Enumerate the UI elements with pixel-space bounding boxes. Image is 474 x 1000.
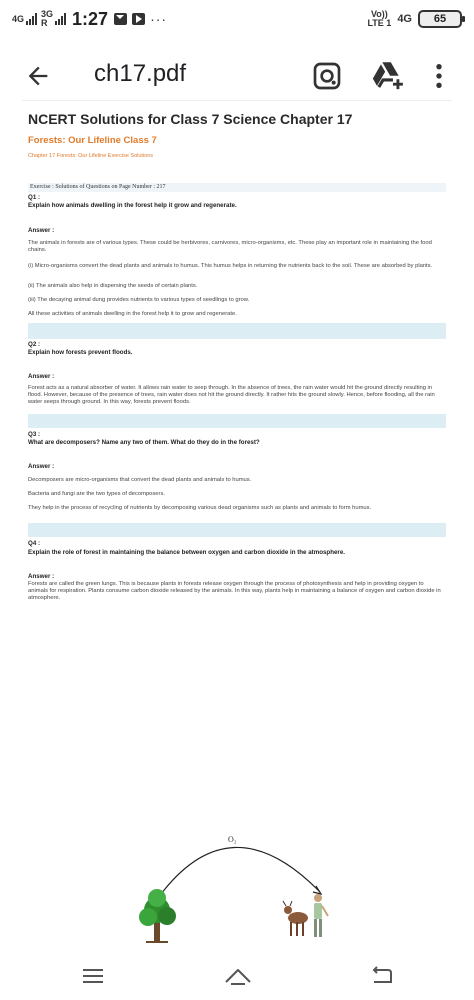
exercise-bar: Exercise : Solutions of Questions on Page Number : 217: [28, 183, 446, 192]
network-type-1: 4G: [12, 13, 25, 24]
back-arrow-icon[interactable]: [24, 62, 52, 90]
q4-para-1: Forests are called the green lungs. This is because plants in forests release oxygen through the process of photosynthesis and help in providing oxygen to animals for respiration. Plants consume carbon dioxide released by the animals. In this way, plants help in maintaining a balance of oxygen and carbon dioxide in atmosphere.: [28, 581, 441, 601]
q2-para-1: Forest acts as a natural absorber of water. It allows rain water to seep through. In the absence of trees, the rain water would hit the ground directly resulting in flood. However, because of the presence of trees, rain water does not hit the ground directly. It rather hits the ground slowly. Hence, before flooding, all the rain water seeps through ground. In this way, forests prevent floods.: [28, 385, 435, 405]
q2-answer-label: Answer :: [28, 373, 55, 380]
q1-para-3: (ii) The animals also help in dispersing the seeds of certain plants.: [28, 283, 198, 289]
q3-answer-label: Answer :: [28, 463, 55, 470]
q3-para-3: They help in the process of recycling of nutrients by decomposing various dead organisms such as plants and animals to form humus.: [28, 505, 372, 511]
clock: 1:27: [72, 8, 109, 29]
volte-indicator: [367, 10, 391, 28]
lte-label: LTE 1: [367, 18, 392, 28]
q4-question: Explain the role of forest in maintaining the balance between oxygen and carbon dioxide in the atmosphere.: [28, 549, 345, 556]
google-lens-icon[interactable]: [311, 60, 343, 92]
more-vert-icon[interactable]: [434, 62, 444, 90]
section-divider: [28, 323, 446, 339]
page-heading: NCERT Solutions for Class 7 Science Chapter 17: [28, 111, 353, 127]
roaming-indicator: R: [41, 18, 48, 28]
notification-mail-icon: [114, 13, 127, 25]
q1-question: Explain how animals dwelling in the forest help it grow and regenerate.: [28, 202, 237, 209]
section-divider: [28, 414, 446, 428]
pdf-page[interactable]: [22, 100, 452, 620]
notification-youtube-icon: [132, 13, 145, 25]
oxygen-cycle-illustration: [130, 820, 350, 950]
document-title: ch17.pdf: [94, 60, 187, 87]
back-icon[interactable]: [370, 964, 394, 986]
q3-question: What are decomposers? Name any two of them. What do they do in the forest?: [28, 439, 260, 446]
q1-para-1: The animals in forests are of various types. These could be herbivores, carnivores, micro-organisms, etc. These play an important role in maintaining the food chains.: [28, 240, 432, 253]
network-type-2: 3G: [41, 9, 54, 19]
q2-label: Q2 :: [28, 341, 41, 348]
system-nav-bar: [0, 958, 474, 1000]
breadcrumb: Chapter 17 Forests: Our Lifeline Exercise Solutions: [28, 153, 154, 159]
network-indicator-2: [41, 10, 53, 28]
q4-answer-label: Answer :: [28, 573, 55, 580]
signal-bars-1-icon: [26, 13, 37, 25]
app-bar: [0, 48, 474, 104]
page-subheading: Forests: Our Lifeline Class 7: [28, 135, 157, 146]
q1-para-2: (i) Micro-organisms convert the dead plants and animals to humus. This humus helps in returning the nutrients back to the soil. These are absorbed by plants.: [28, 263, 433, 269]
goat-icon: [283, 901, 308, 936]
oxygen-arrow: [158, 847, 320, 898]
q1-para-4: (iii) The decaying animal dung provides nutrients to various types of seedlings to grow.: [28, 297, 250, 303]
tree-icon: [139, 889, 176, 943]
q3-label: Q3 :: [28, 431, 41, 438]
q1-answer-label: Answer :: [28, 227, 55, 234]
q3-para-1: Decomposers are micro-organisms that convert the dead plants and animals to humus.: [28, 477, 252, 483]
volte-label: Vo)): [370, 9, 388, 19]
battery-indicator: [418, 10, 462, 28]
network-type-right: 4G: [397, 13, 412, 25]
section-divider: [28, 523, 446, 537]
q1-label: Q1 :: [28, 194, 41, 201]
q4-label: Q4 :: [28, 540, 41, 547]
signal-bars-2-icon: [55, 13, 66, 25]
status-bar: [0, 0, 474, 38]
add-to-drive-icon[interactable]: [371, 58, 405, 92]
q2-question: Explain how forests prevent floods.: [28, 349, 133, 356]
home-icon[interactable]: [223, 964, 253, 988]
q3-para-2: Bacteria and fungi are the two types of decomposers.: [28, 491, 165, 497]
battery-level: 65: [433, 13, 447, 25]
person-icon: [314, 894, 328, 937]
more-notifications-indicator: ···: [150, 11, 168, 27]
network-indicator-1: [12, 15, 24, 24]
menu-icon[interactable]: [82, 966, 104, 986]
arrow-head-icon: [313, 886, 321, 894]
oxygen-label: O₂: [228, 835, 237, 844]
q1-para-5: All these activities of animals dwelling in the forest help it to grow and regenerate.: [28, 311, 237, 317]
